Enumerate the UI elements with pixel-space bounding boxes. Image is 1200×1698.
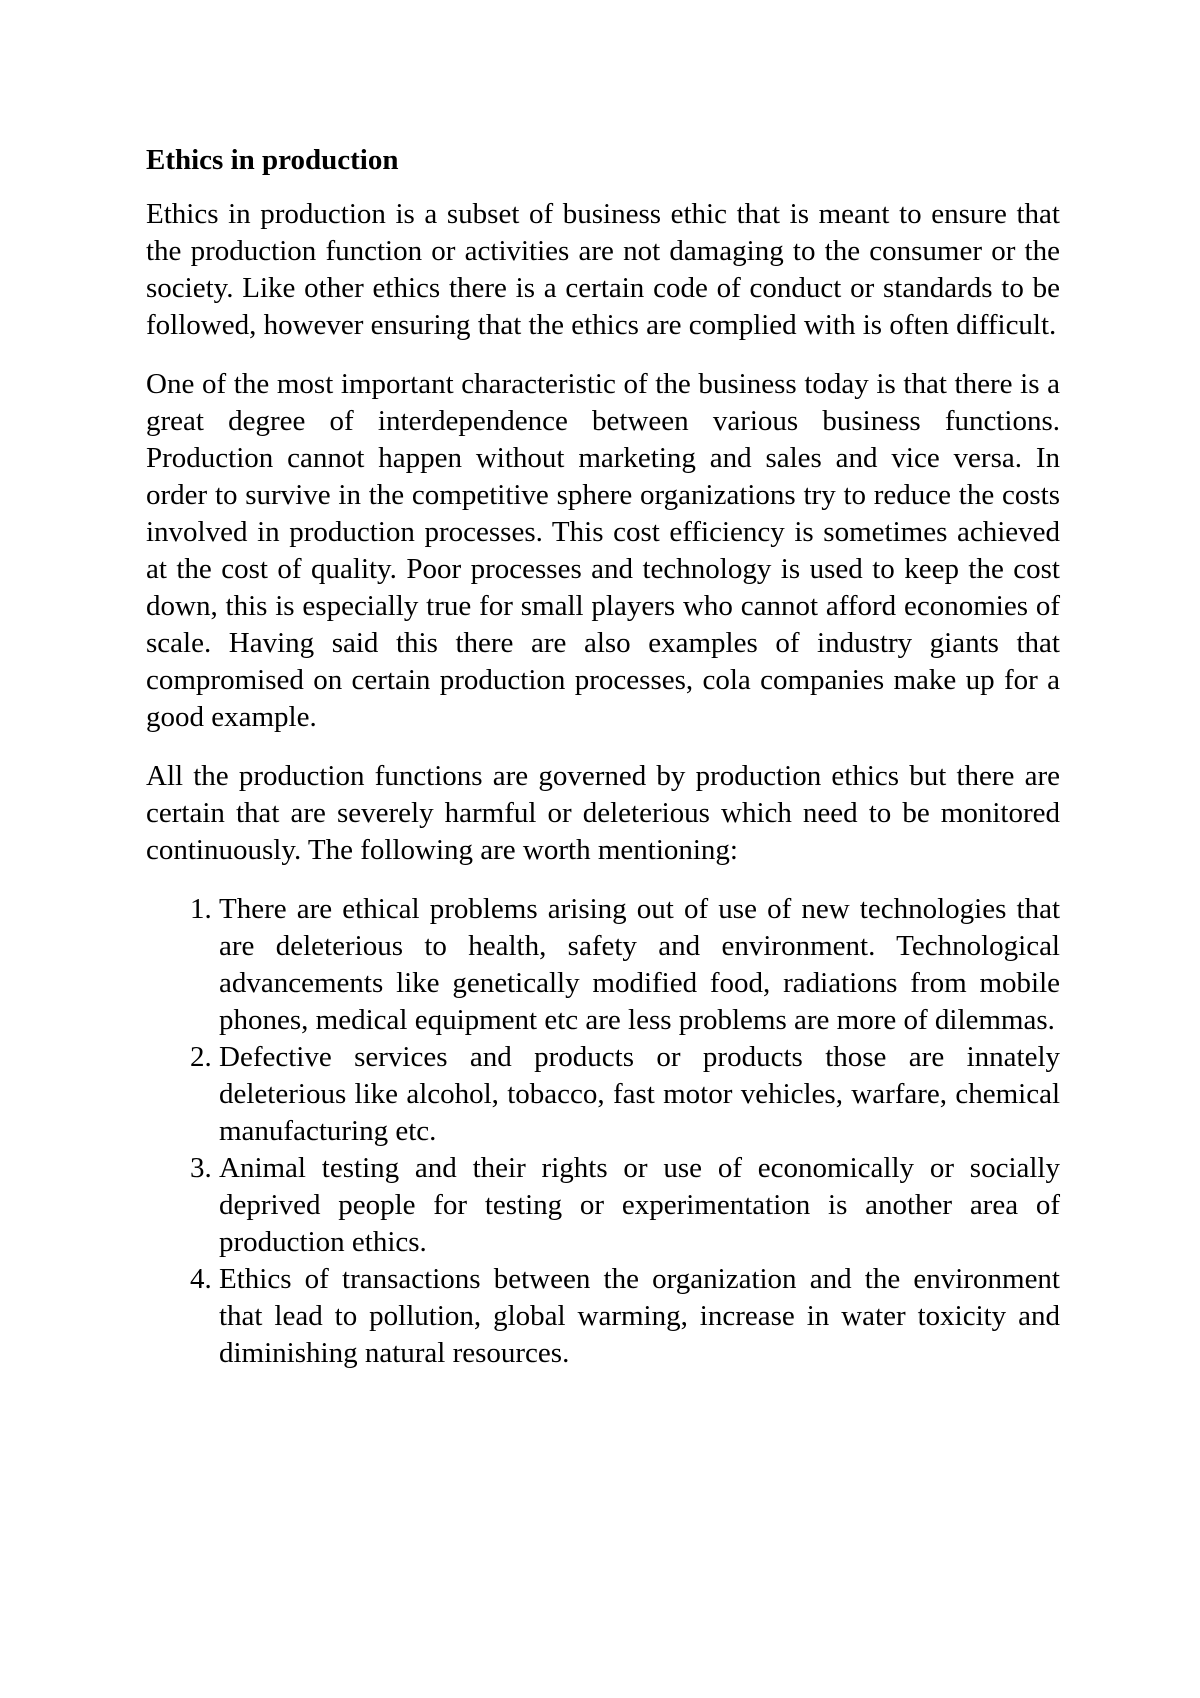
list-item: 1. There are ethical problems arising out of use of new technologies that are deleterious to health, safety and environment. Technological advancements like genetically modified food, radiations from mobile phones, medical equipment etc are less problems are more of dilemmas.: [219, 891, 1060, 1039]
list-item: 4. Ethics of transactions between the organization and the environment that lead to pollution, global warming, increase in water toxicity and diminishing natural resources.: [219, 1261, 1060, 1372]
list-item: 2. Defective services and products or products those are innately deleterious like alcohol, tobacco, fast motor vehicles, warfare, chemical manufacturing etc.: [219, 1039, 1060, 1150]
paragraph-intro: Ethics in production is a subset of business ethic that is meant to ensure that the production function or activities are not damaging to the consumer or the society. Like other ethics there is a certain code of conduct or standards to be followed, however ensuring that the ethics are complied with is often difficult.: [146, 198, 1060, 341]
list-item: 3. Animal testing and their rights or use of economically or socially deprived people for testing or experimentation is another area of production ethics.: [219, 1150, 1060, 1261]
paragraph-functions: All the production functions are governed by production ethics but there are certain that are severely harmful or deleterious which need to be monitored continuously. The following are worth mentioning:: [146, 760, 1060, 866]
document-body: [146, 142, 1060, 1372]
document-title: Ethics in production: [146, 144, 399, 176]
paragraph-interdependence: One of the most important characteristic of the business today is that there is a great degree of interdependence between various business functions. Production cannot happen without marketing and sales and vice versa. In order to survive in the competitive sphere organizations try to reduce the costs involved in production processes. This cost efficiency is sometimes achieved at the cost of quality. Poor processes and technology is used to keep the cost down, this is especially true for small players who cannot afford economies of scale. Having said this there are also examples of industry giants that compromised on certain production processes, cola companies make up for a good example.: [146, 368, 1060, 733]
numbered-list: [146, 891, 1060, 1372]
